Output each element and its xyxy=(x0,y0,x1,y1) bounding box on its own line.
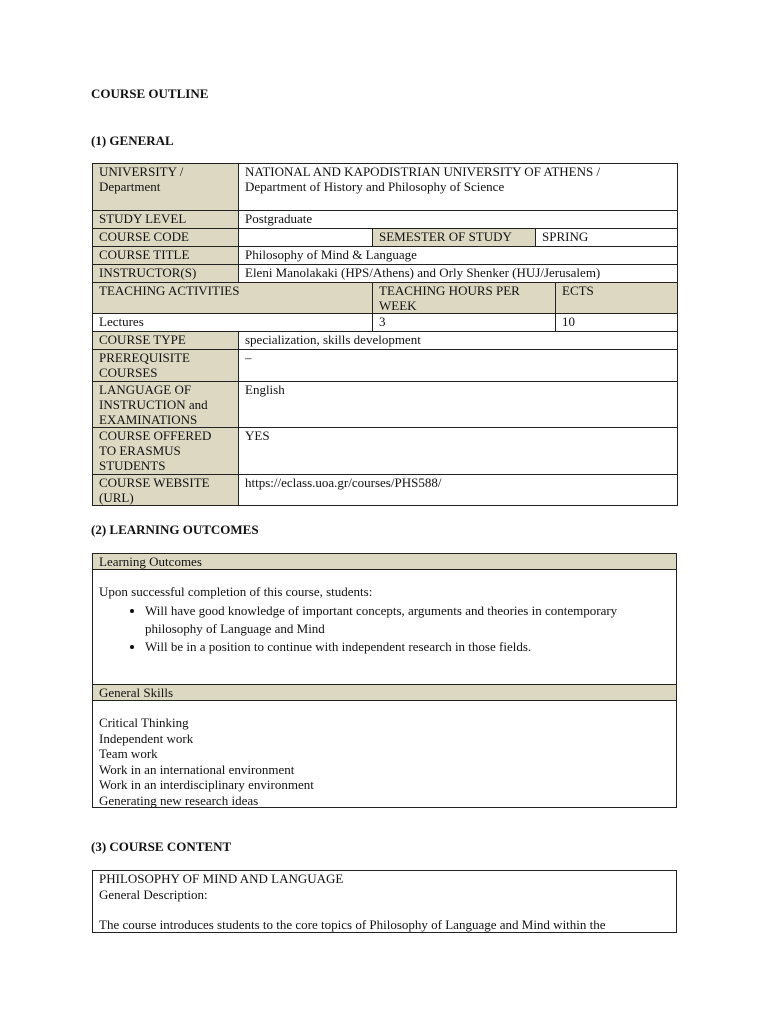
course-code-value xyxy=(239,229,373,247)
content-title: PHILOSOPHY OF MIND AND LANGUAGE xyxy=(99,871,344,886)
course-title-value: Philosophy of Mind & Language xyxy=(239,247,678,265)
table-row xyxy=(93,265,678,283)
section-course-content-heading: (3) COURSE CONTENT xyxy=(91,839,232,854)
university-label: UNIVERSITY / Department xyxy=(93,164,239,211)
course-content-box xyxy=(92,870,677,933)
study-level-label: STUDY LEVEL xyxy=(93,211,239,229)
description-text: The course introduces students to the core topics of Philosophy of Language and Mind within the xyxy=(99,917,606,932)
table-row xyxy=(93,382,678,428)
language-value: English xyxy=(239,382,678,428)
description-label: General Description: xyxy=(99,886,208,902)
list-item: Independent work xyxy=(99,730,194,746)
website-label: COURSE WEBSITE (URL) xyxy=(93,475,239,506)
outcomes-intro: Upon successful completion of this course, students: xyxy=(99,584,373,599)
hours-cell: 3 xyxy=(373,314,556,332)
prerequisite-value: – xyxy=(239,350,678,382)
course-type-label: COURSE TYPE xyxy=(93,332,239,350)
list-item: Critical Thinking xyxy=(99,715,189,730)
course-code-label: COURSE CODE xyxy=(93,229,239,247)
general-info-table xyxy=(92,163,678,506)
list-item: Team work xyxy=(99,746,158,761)
erasmus-label: COURSE OFFERED TO ERASMUS STUDENTS xyxy=(93,428,239,475)
learning-outcomes-header: Learning Outcomes xyxy=(93,554,676,570)
table-row xyxy=(93,350,678,382)
list-item: Work in an interdisciplinary environment xyxy=(99,777,314,792)
erasmus-value: YES xyxy=(239,428,678,475)
section-learning-outcomes-heading: (2) LEARNING OUTCOMES xyxy=(91,522,259,537)
table-row xyxy=(93,332,678,350)
ects-cell: 10 xyxy=(556,314,678,332)
ects-header: ECTS xyxy=(556,283,678,314)
semester-label: SEMESTER OF STUDY xyxy=(373,229,536,247)
website-value[interactable]: https://eclass.uoa.gr/courses/PHS588/ xyxy=(239,475,678,506)
learning-outcomes-box xyxy=(92,553,677,808)
table-row xyxy=(93,475,678,506)
table-row xyxy=(93,428,678,475)
general-skills-header: General Skills xyxy=(93,684,676,701)
table-row xyxy=(93,283,678,314)
table-row xyxy=(93,229,678,247)
semester-value: SPRING xyxy=(536,229,678,247)
course-title-label: COURSE TITLE xyxy=(93,247,239,265)
table-row xyxy=(93,247,678,265)
general-skills-list xyxy=(93,715,314,808)
instructor-value: Eleni Manolakaki (HPS/Athens) and Orly Shenker (HUJ/Jerusalem) xyxy=(239,265,678,283)
language-label: LANGUAGE OF INSTRUCTION and EXAMINATIONS xyxy=(93,382,239,428)
university-value: NATIONAL AND KAPODISTRIAN UNIVERSITY OF ATHENS / Department of History and Philosophy of Science xyxy=(239,164,678,211)
prerequisite-label: PREREQUISITE COURSES xyxy=(93,350,239,382)
outcomes-list xyxy=(93,602,676,656)
list-item: Generating new research ideas xyxy=(99,792,259,808)
study-level-value: Postgraduate xyxy=(239,211,678,229)
course-type-value: specialization, skills development xyxy=(239,332,678,350)
teaching-activities-header: TEACHING ACTIVITIES xyxy=(93,283,373,314)
document-title: COURSE OUTLINE xyxy=(91,86,209,101)
table-row xyxy=(93,314,678,332)
list-item: • Will have good knowledge of important concepts, arguments and theories in contemporary philosophy of Language and Mind xyxy=(145,602,676,638)
section-general-heading: (1) GENERAL xyxy=(91,133,174,148)
activity-cell: Lectures xyxy=(93,314,373,332)
table-row xyxy=(93,164,678,211)
list-item: Work in an international environment xyxy=(99,761,295,777)
table-row xyxy=(93,211,678,229)
instructor-label: INSTRUCTOR(S) xyxy=(93,265,239,283)
teaching-hours-header: TEACHING HOURS PER WEEK xyxy=(373,283,556,314)
list-item: • Will be in a position to continue with independent research in those fields. xyxy=(145,638,676,656)
